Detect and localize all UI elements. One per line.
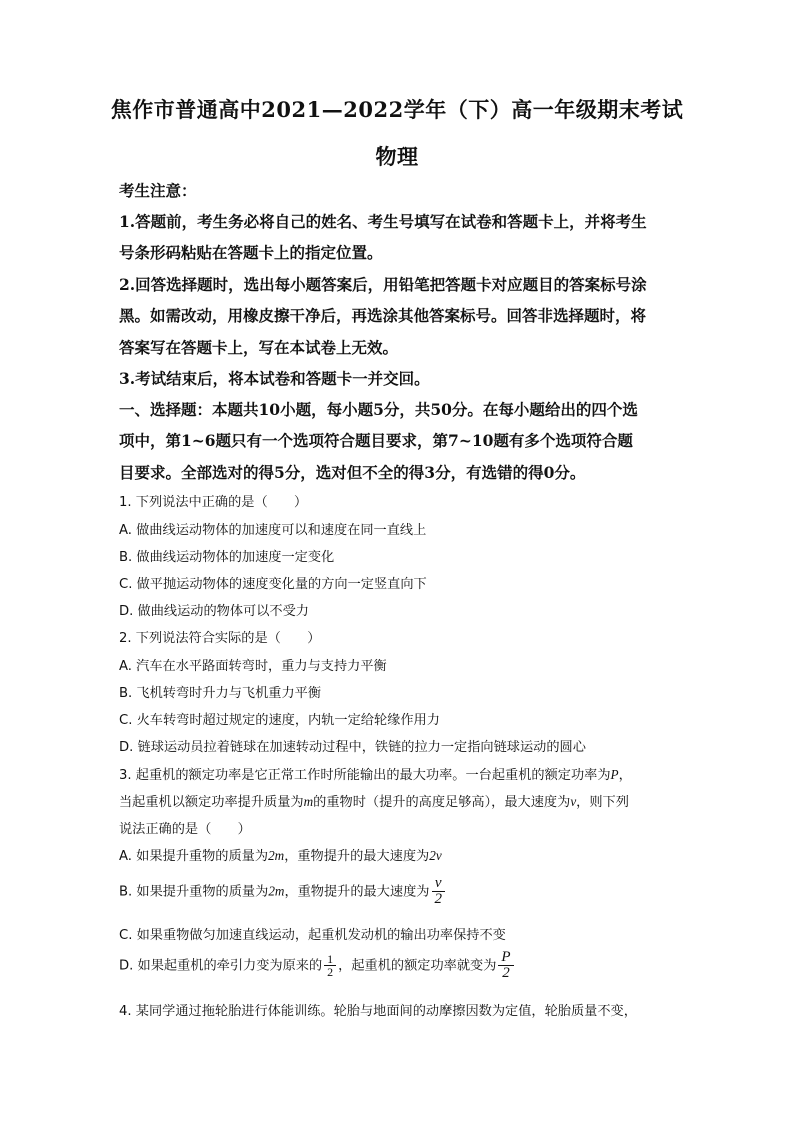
- q3-option-b-fraction: [432, 876, 446, 907]
- notice-item-2-line-3: 答案写在答题卡上，写在本试卷上无效。: [119, 338, 399, 357]
- q3-option-d-text: ，起重机的额定功率就变为: [338, 958, 497, 974]
- q1-option-d: D. 做曲线运动的物体可以不受力: [119, 604, 309, 619]
- q3-symbol-v: v: [570, 794, 577, 809]
- section-1-line-2: 项中，第1~6题只有一个选项符合题目要求，第7~10题有多个选项符合题: [119, 431, 633, 450]
- q3-option-d: [119, 950, 516, 981]
- q3-option-d-text: D. 如果起重机的牵引力变为原来的: [119, 958, 323, 974]
- q3-stem-punct: ，: [618, 768, 632, 783]
- q3-option-a-mass: 2m: [268, 848, 285, 863]
- q3-option-b-text: ，重物提升的最大速度为: [284, 884, 430, 900]
- fraction-numerator: v: [432, 876, 446, 892]
- q3-stem-line-2: [119, 791, 629, 810]
- q3-stem-text: ，则下列: [576, 795, 629, 810]
- notice-item-3: 3.考试结束后，将本试卷和答题卡一并交回。: [119, 369, 430, 388]
- fraction-numerator: 1: [324, 953, 336, 966]
- q3-option-c: C. 如果重物做匀加速直线运动，起重机发动机的输出功率保持不变: [119, 928, 506, 943]
- q2-stem: 2. 下列说法符合实际的是（ ）: [119, 631, 321, 646]
- notice-item-2-line-1: 2.回答选择题时，选出每小题答案后，用铅笔把答题卡对应题目的答案标号涂: [119, 275, 647, 294]
- q3-stem-text: 当起重机以额定功率提升质量为: [119, 795, 304, 810]
- q4-stem-line-1: 4. 某同学通过拖轮胎进行体能训练。轮胎与地面间的动摩擦因数为定值，轮胎质量不变，: [119, 1004, 637, 1019]
- notice-heading: 考生注意：: [119, 181, 197, 200]
- q2-option-a: A. 汽车在水平路面转弯时，重力与支持力平衡: [119, 659, 387, 674]
- section-1-line-1: 一、选择题：本题共10小题，每小题5分，共50分。在每小题给出的四个选: [119, 400, 638, 419]
- notice-item-2-line-2: 黑。如需改动，用橡皮擦干净后，再选涂其他答案标号。回答非选择题时，将: [119, 306, 647, 325]
- section-1-line-3: 目要求。全部选对的得5分，选对但不全的得3分，有选错的得0分。: [119, 463, 586, 482]
- q1-option-c: C. 做平抛运动物体的速度变化量的方向一定竖直向下: [119, 577, 427, 592]
- q3-stem-line-3: 说法正确的是（ ）: [119, 822, 251, 837]
- q3-stem-text: 的重物时（提升的高度足够高），最大速度为: [313, 795, 571, 810]
- q3-option-d-fraction-power: [498, 950, 513, 981]
- q2-option-b: B. 飞机转弯时升力与飞机重力平衡: [119, 686, 322, 701]
- q3-option-a-text: A. 如果提升重物的质量为: [119, 849, 269, 864]
- q3-option-b: [119, 876, 447, 907]
- q3-option-b-mass: 2m: [268, 883, 285, 899]
- q3-stem-line-1: [119, 764, 632, 783]
- exam-subject: 物理: [375, 144, 419, 169]
- q2-option-c: C. 火车转弯时超过规定的速度，内轨一定给轮缘作用力: [119, 713, 440, 728]
- q3-option-b-text: B. 如果提升重物的质量为: [119, 884, 269, 900]
- q3-option-a-speed: 2v: [429, 848, 442, 863]
- fraction-denominator: 2: [502, 965, 510, 981]
- fraction-denominator: 2: [327, 965, 334, 979]
- q3-stem-text: 3. 起重机的额定功率是它正常工作时所能输出的最大功率。一台起重机的额定功率为: [119, 768, 611, 783]
- fraction-denominator: 2: [434, 891, 442, 907]
- q1-option-b: B. 做曲线运动物体的加速度一定变化: [119, 550, 335, 565]
- exam-title: 焦作市普通高中2021—2022学年（下）高一年级期末考试: [110, 97, 684, 122]
- q3-option-a-text: ，重物提升的最大速度为: [284, 849, 430, 864]
- fraction-numerator: P: [498, 950, 513, 966]
- q1-option-a: A. 做曲线运动物体的加速度可以和速度在同一直线上: [119, 523, 427, 538]
- q3-symbol-p: P: [610, 767, 619, 782]
- notice-item-1-line-1: 1.答题前，考生务必将自己的姓名、考生号填写在试卷和答题卡上，并将考生: [119, 212, 647, 231]
- q3-option-a: [119, 845, 442, 864]
- q3-option-d-fraction-half: [324, 953, 336, 978]
- q3-symbol-m: m: [303, 794, 314, 809]
- q1-stem: 1. 下列说法中正确的是（ ）: [119, 495, 308, 510]
- q2-option-d: D. 链球运动员拉着链球在加速转动过程中，铁链的拉力一定指向链球运动的圆心: [119, 740, 586, 755]
- notice-item-1-line-2: 号条形码粘贴在答题卡上的指定位置。: [119, 243, 383, 262]
